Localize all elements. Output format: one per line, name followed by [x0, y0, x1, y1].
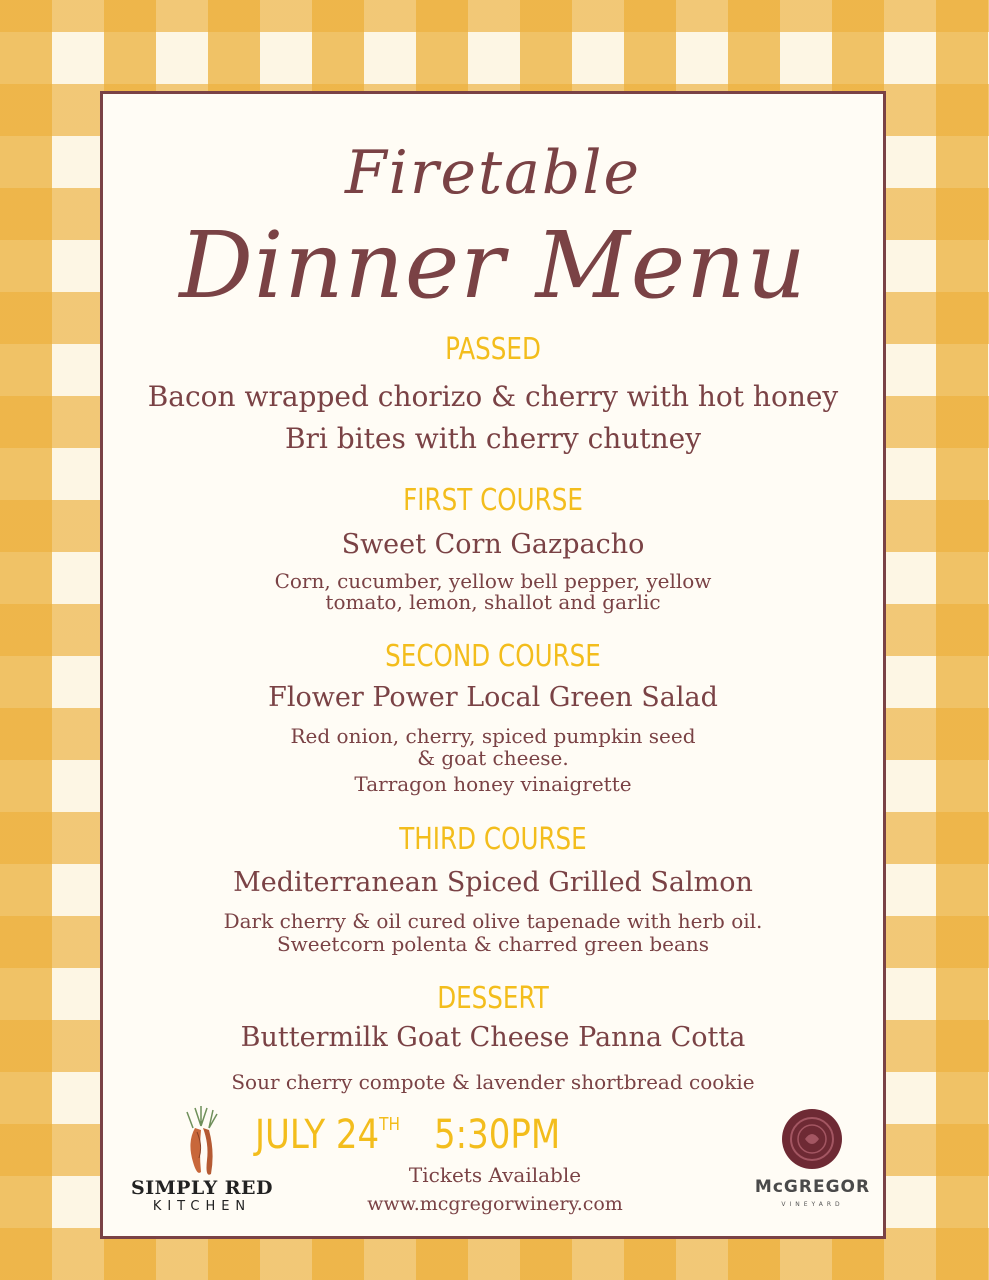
heading-second-course: SECOND COURSE — [385, 639, 601, 674]
carrots-icon — [117, 1102, 287, 1182]
third-course-desc-1: Dark cherry & oil cured olive tapenade with herb oil. — [223, 909, 763, 933]
event-date-time — [255, 1112, 560, 1158]
logo-left-name: SIMPLY RED — [131, 1177, 273, 1199]
first-course-dish: Sweet Corn Gazpacho — [341, 529, 645, 560]
second-course-desc-2: & goat cheese. — [417, 746, 569, 770]
dessert-dish: Buttermilk Goat Cheese Panna Cotta — [240, 1022, 746, 1053]
first-course-desc-1: Corn, cucumber, yellow bell pepper, yellow — [274, 569, 712, 593]
heading-first-course: FIRST COURSE — [403, 483, 583, 518]
logo-right-name: McGREGOR — [754, 1177, 871, 1197]
first-course-desc-2: tomato, lemon, shallot and garlic — [325, 590, 661, 614]
tickets-url[interactable]: www.mcgregorwinery.com — [367, 1193, 623, 1215]
heading-passed: PASSED — [445, 332, 541, 367]
event-date-suffix: TH — [379, 1114, 401, 1135]
simply-red-kitchen-logo — [117, 1102, 287, 1220]
third-course-desc-2: Sweetcorn polenta & charred green beans — [276, 932, 710, 956]
second-course-dish: Flower Power Local Green Salad — [268, 682, 718, 713]
heading-third-course: THIRD COURSE — [399, 822, 587, 857]
passed-item-2: Bri bites with cherry chutney — [284, 422, 702, 455]
event-time: 5:30PM — [434, 1112, 561, 1158]
dessert-desc: Sour cherry compote & lavender shortbread cookie — [231, 1070, 755, 1094]
title-firetable: Firetable — [345, 138, 641, 208]
passed-item-1: Bacon wrapped chorizo & cherry with hot honey — [147, 380, 839, 413]
menu-card — [100, 91, 886, 1239]
second-course-desc-3: Tarragon honey vinaigrette — [354, 772, 632, 796]
logo-right-sub: VINEYARD — [781, 1201, 844, 1208]
second-course-desc-1: Red onion, cherry, spiced pumpkin seed — [290, 724, 696, 748]
third-course-dish: Mediterranean Spiced Grilled Salmon — [233, 867, 753, 898]
mcgregor-logo — [745, 1105, 880, 1220]
event-date: JULY 24 — [255, 1112, 380, 1158]
title-dinner-menu: Dinner Menu — [179, 212, 807, 319]
wax-seal-icon — [745, 1105, 880, 1175]
logo-left-sub: KITCHEN — [152, 1199, 252, 1214]
tickets-label: Tickets Available — [408, 1163, 582, 1187]
heading-dessert: DESSERT — [437, 981, 549, 1016]
